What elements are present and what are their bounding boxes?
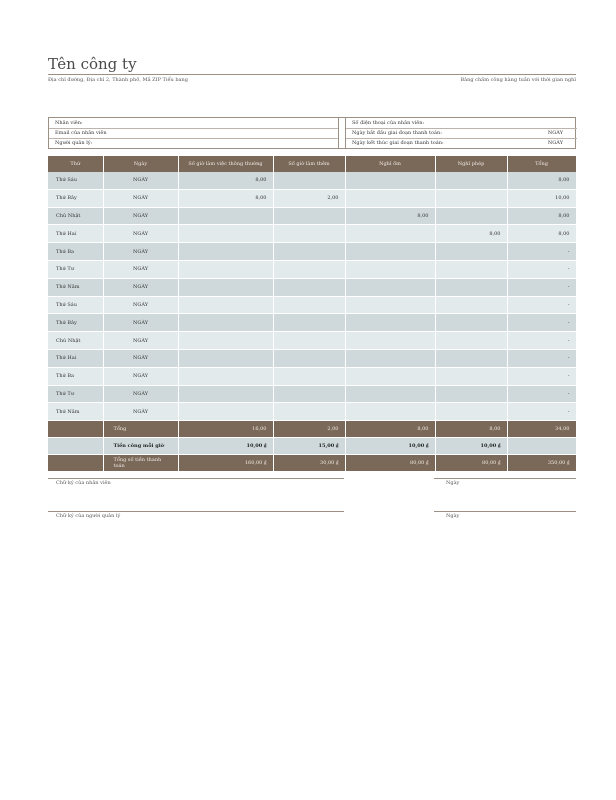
sick-cell[interactable] bbox=[345, 243, 435, 261]
overtime-cell[interactable] bbox=[273, 385, 345, 403]
regular-hours-cell[interactable] bbox=[178, 367, 273, 385]
sick-cell[interactable] bbox=[345, 189, 435, 207]
totals-blank bbox=[48, 421, 103, 438]
rate-overtime[interactable]: 15,00 ₫ bbox=[273, 438, 345, 455]
company-name: Tên công ty bbox=[48, 55, 137, 73]
date-cell[interactable]: NGÀY bbox=[103, 367, 178, 385]
header-total: Tổng bbox=[507, 156, 576, 172]
overtime-cell[interactable] bbox=[273, 314, 345, 332]
overtime-cell[interactable] bbox=[273, 278, 345, 296]
total-cell: - bbox=[507, 278, 576, 296]
employee-signature-label: Chữ ký của nhân viên bbox=[56, 480, 111, 486]
vacation-cell[interactable]: 8,00 bbox=[435, 225, 507, 243]
rate-blank bbox=[48, 438, 103, 455]
vacation-cell[interactable] bbox=[435, 314, 507, 332]
sick-cell[interactable] bbox=[345, 278, 435, 296]
period-start-value: NGÀY bbox=[547, 130, 563, 136]
total-cell: - bbox=[507, 349, 576, 367]
date-cell[interactable]: NGÀY bbox=[103, 189, 178, 207]
overtime-cell[interactable] bbox=[273, 172, 345, 189]
sick-cell[interactable] bbox=[345, 260, 435, 278]
total-cell: - bbox=[507, 243, 576, 261]
overtime-cell[interactable]: 2,00 bbox=[273, 189, 345, 207]
date-cell[interactable]: NGÀY bbox=[103, 349, 178, 367]
overtime-cell[interactable] bbox=[273, 332, 345, 350]
regular-hours-cell[interactable] bbox=[178, 403, 273, 421]
manager-label: Người quản lý: bbox=[55, 140, 93, 146]
day-cell: Thứ Bảy bbox=[48, 189, 103, 207]
table-row bbox=[48, 243, 576, 261]
period-end-value: NGÀY bbox=[547, 140, 563, 146]
total-cell: 8,00 bbox=[507, 172, 576, 189]
pay-label: Tổng số tiền thanh toán bbox=[103, 455, 178, 472]
vacation-cell[interactable] bbox=[435, 367, 507, 385]
table-header-row bbox=[48, 156, 576, 172]
regular-hours-cell[interactable] bbox=[178, 260, 273, 278]
sick-cell[interactable] bbox=[345, 225, 435, 243]
sick-cell[interactable] bbox=[345, 296, 435, 314]
header-date: Ngày bbox=[103, 156, 178, 172]
sick-cell[interactable] bbox=[345, 385, 435, 403]
rate-total-blank bbox=[507, 438, 576, 455]
pay-regular: 160,00 ₫ bbox=[178, 455, 273, 472]
day-cell: Thứ Bảy bbox=[48, 314, 103, 332]
rate-regular[interactable]: 10,00 ₫ bbox=[178, 438, 273, 455]
manager-signature-line[interactable] bbox=[48, 511, 344, 512]
vacation-cell[interactable] bbox=[435, 296, 507, 314]
total-cell: - bbox=[507, 367, 576, 385]
sick-cell[interactable] bbox=[345, 172, 435, 189]
sick-cell[interactable]: 8,00 bbox=[345, 207, 435, 225]
date-cell[interactable]: NGÀY bbox=[103, 332, 178, 350]
total-cell: - bbox=[507, 385, 576, 403]
vacation-cell[interactable] bbox=[435, 278, 507, 296]
regular-hours-cell[interactable] bbox=[178, 349, 273, 367]
sick-cell[interactable] bbox=[345, 403, 435, 421]
date-cell[interactable]: NGÀY bbox=[103, 225, 178, 243]
overtime-cell[interactable] bbox=[273, 349, 345, 367]
totals-regular: 16,00 bbox=[178, 421, 273, 438]
total-cell: - bbox=[507, 260, 576, 278]
date-cell[interactable]: NGÀY bbox=[103, 172, 178, 189]
totals-label: Tổng bbox=[103, 421, 178, 438]
date-cell[interactable]: NGÀY bbox=[103, 278, 178, 296]
sick-cell[interactable] bbox=[345, 367, 435, 385]
table-row bbox=[48, 260, 576, 278]
rate-row bbox=[48, 438, 576, 455]
date-cell[interactable]: NGÀY bbox=[103, 207, 178, 225]
date-cell[interactable]: NGÀY bbox=[103, 403, 178, 421]
day-cell: Chủ Nhật bbox=[48, 332, 103, 350]
employee-date-line[interactable] bbox=[434, 478, 576, 479]
sick-cell[interactable] bbox=[345, 332, 435, 350]
total-cell: - bbox=[507, 332, 576, 350]
vacation-cell[interactable] bbox=[435, 349, 507, 367]
rate-label: Tiền công mỗi giờ bbox=[103, 438, 178, 455]
vacation-cell[interactable] bbox=[435, 243, 507, 261]
timesheet-table bbox=[48, 156, 577, 472]
date-cell[interactable]: NGÀY bbox=[103, 385, 178, 403]
day-cell: Chủ Nhật bbox=[48, 207, 103, 225]
header-regular-hours: Số giờ làm việc thông thường bbox=[178, 156, 273, 172]
manager-date-label: Ngày bbox=[446, 513, 460, 519]
header-day: Thứ bbox=[48, 156, 103, 172]
vacation-cell[interactable] bbox=[435, 189, 507, 207]
header-overtime: Số giờ làm thêm bbox=[273, 156, 345, 172]
rate-vacation[interactable]: 10,00 ₫ bbox=[435, 438, 507, 455]
overtime-cell[interactable] bbox=[273, 207, 345, 225]
overtime-cell[interactable] bbox=[273, 296, 345, 314]
period-end-field[interactable] bbox=[346, 138, 577, 148]
totals-row bbox=[48, 421, 576, 438]
pay-overtime: 30,00 ₫ bbox=[273, 455, 345, 472]
header-sick: Nghỉ ốm bbox=[345, 156, 435, 172]
table-row bbox=[48, 385, 576, 403]
regular-hours-cell[interactable] bbox=[178, 385, 273, 403]
totals-sick: 8,00 bbox=[345, 421, 435, 438]
date-cell[interactable]: NGÀY bbox=[103, 314, 178, 332]
day-cell: Thứ Tư bbox=[48, 385, 103, 403]
overtime-cell[interactable] bbox=[273, 260, 345, 278]
total-cell: 8,00 bbox=[507, 207, 576, 225]
employee-signature-line[interactable] bbox=[48, 478, 344, 479]
vacation-cell[interactable] bbox=[435, 332, 507, 350]
total-cell: 8,00 bbox=[507, 225, 576, 243]
day-cell: Thứ Năm bbox=[48, 278, 103, 296]
day-cell: Thứ Ba bbox=[48, 367, 103, 385]
info-separator bbox=[338, 118, 346, 148]
day-cell: Thứ Hai bbox=[48, 349, 103, 367]
date-cell[interactable]: NGÀY bbox=[103, 260, 178, 278]
vacation-cell[interactable] bbox=[435, 207, 507, 225]
regular-hours-cell[interactable] bbox=[178, 314, 273, 332]
pay-vacation: 80,00 ₫ bbox=[435, 455, 507, 472]
overtime-cell[interactable] bbox=[273, 243, 345, 261]
table-row bbox=[48, 314, 576, 332]
table-row bbox=[48, 332, 576, 350]
regular-hours-cell[interactable] bbox=[178, 332, 273, 350]
pay-total: 350,00 ₫ bbox=[507, 455, 576, 472]
day-cell: Thứ Hai bbox=[48, 225, 103, 243]
header-vacation: Nghỉ phép bbox=[435, 156, 507, 172]
phone-label: Số điện thoại của nhân viên: bbox=[352, 120, 425, 126]
day-cell: Thứ Sáu bbox=[48, 172, 103, 189]
day-cell: Thứ Ba bbox=[48, 243, 103, 261]
vacation-cell[interactable] bbox=[435, 260, 507, 278]
date-cell[interactable]: NGÀY bbox=[103, 243, 178, 261]
day-cell: Thứ Tư bbox=[48, 260, 103, 278]
employee-info-box bbox=[48, 117, 576, 149]
table-row bbox=[48, 349, 576, 367]
pay-blank bbox=[48, 455, 103, 472]
vacation-cell[interactable] bbox=[435, 385, 507, 403]
employee-date-label: Ngày bbox=[446, 480, 460, 486]
vacation-cell[interactable] bbox=[435, 403, 507, 421]
totals-total: 34,00 bbox=[507, 421, 576, 438]
regular-hours-cell[interactable] bbox=[178, 278, 273, 296]
regular-hours-cell[interactable] bbox=[178, 296, 273, 314]
table-row bbox=[48, 278, 576, 296]
table-row bbox=[48, 189, 576, 207]
pay-row bbox=[48, 455, 576, 472]
manager-field[interactable] bbox=[49, 138, 338, 148]
totals-overtime: 2,00 bbox=[273, 421, 345, 438]
table-row bbox=[48, 403, 576, 421]
header-divider bbox=[48, 74, 576, 75]
total-cell: 10,00 bbox=[507, 189, 576, 207]
regular-hours-cell[interactable]: 8,00 bbox=[178, 172, 273, 189]
vacation-cell[interactable] bbox=[435, 172, 507, 189]
regular-hours-cell[interactable] bbox=[178, 207, 273, 225]
sick-cell[interactable] bbox=[345, 314, 435, 332]
date-cell[interactable]: NGÀY bbox=[103, 296, 178, 314]
manager-date-line[interactable] bbox=[434, 511, 576, 512]
totals-vacation: 8,00 bbox=[435, 421, 507, 438]
day-cell: Thứ Sáu bbox=[48, 296, 103, 314]
overtime-cell[interactable] bbox=[273, 225, 345, 243]
period-end-label: Ngày kết thúc giai đoạn thanh toán: bbox=[352, 140, 444, 146]
regular-hours-cell[interactable] bbox=[178, 225, 273, 243]
email-label: Email của nhân viên bbox=[55, 130, 107, 136]
table-row bbox=[48, 367, 576, 385]
table-row bbox=[48, 225, 576, 243]
company-address: Địa chỉ đường, Địa chỉ 2, Thành phố, Mã ZIP Tiểu bang bbox=[48, 77, 188, 83]
regular-hours-cell[interactable]: 8,00 bbox=[178, 189, 273, 207]
employee-label: Nhân viên: bbox=[55, 120, 83, 126]
total-cell: - bbox=[507, 296, 576, 314]
table-row bbox=[48, 172, 576, 189]
table-row bbox=[48, 207, 576, 225]
table-row bbox=[48, 296, 576, 314]
period-start-label: Ngày bắt đầu giai đoạn thanh toán: bbox=[352, 130, 442, 136]
overtime-cell[interactable] bbox=[273, 367, 345, 385]
total-cell: - bbox=[507, 403, 576, 421]
total-cell: - bbox=[507, 314, 576, 332]
manager-signature-label: Chữ ký của người quản lý bbox=[56, 513, 121, 519]
sheet-description: Bảng chấm công hàng tuần với thời gian nghỉ bbox=[460, 77, 576, 83]
regular-hours-cell[interactable] bbox=[178, 243, 273, 261]
pay-sick: 80,00 ₫ bbox=[345, 455, 435, 472]
rate-sick[interactable]: 10,00 ₫ bbox=[345, 438, 435, 455]
day-cell: Thứ Năm bbox=[48, 403, 103, 421]
sick-cell[interactable] bbox=[345, 349, 435, 367]
overtime-cell[interactable] bbox=[273, 403, 345, 421]
